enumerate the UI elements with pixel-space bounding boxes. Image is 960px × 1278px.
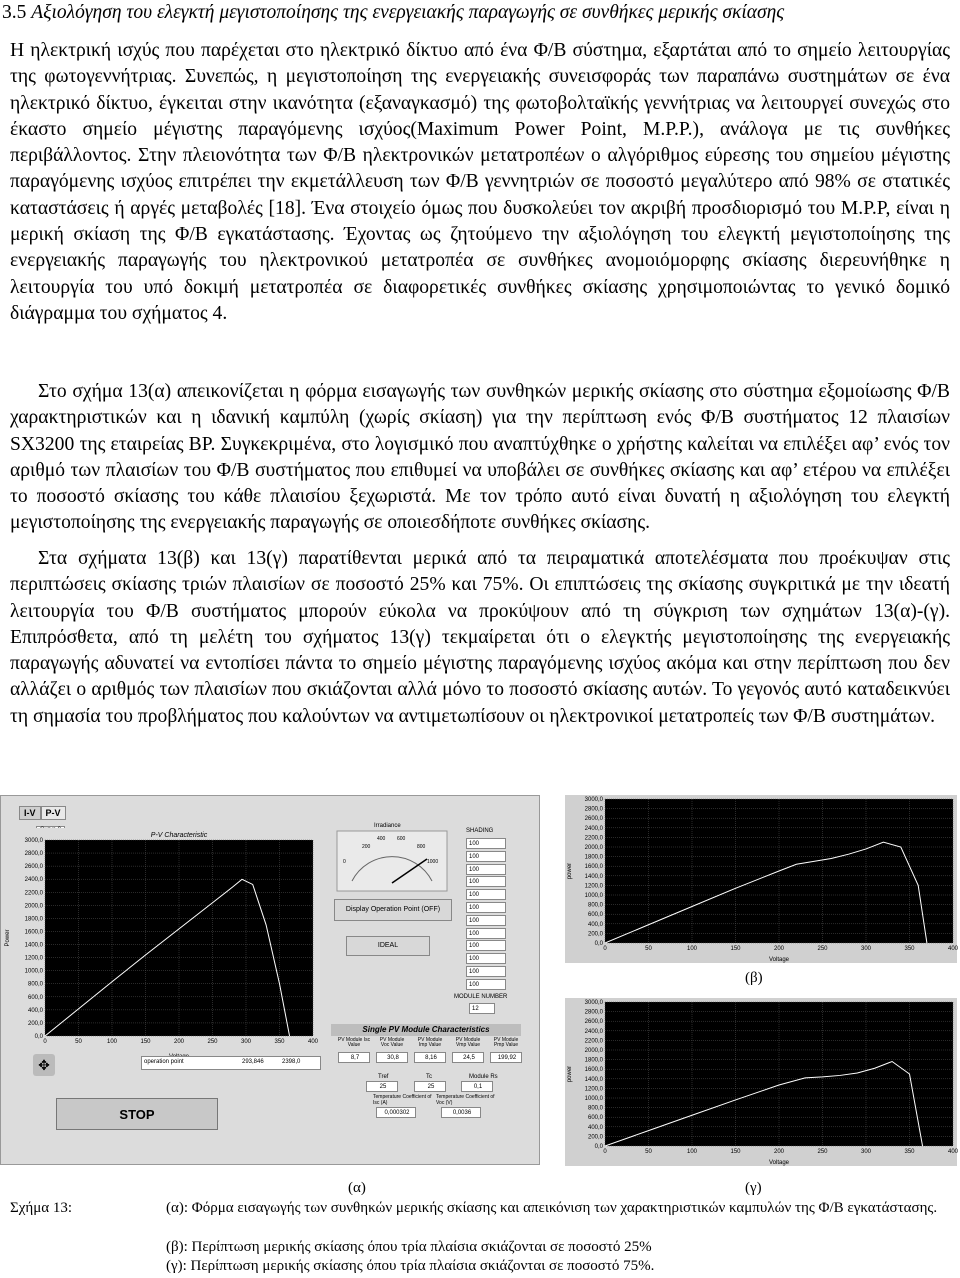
characteristic-value[interactable]: 30,8	[376, 1052, 408, 1063]
y-tick-label: 400,0	[587, 921, 603, 928]
y-tick-label: 3000,0	[584, 797, 603, 803]
x-axis-label: Voltage	[768, 1160, 790, 1166]
caption-alpha: (α): Φόρμα εισαγωγής των συνθηκών μερικής σκίασης και απεικόνιση των χαρακτηριστικών καμπυλών της Φ/Β εγκατάστασης.	[166, 1200, 938, 1216]
y-tick-label: 800,0	[587, 1105, 603, 1112]
y-tick-label: 2000,0	[584, 845, 603, 851]
y-tick-label: 2200,0	[584, 835, 603, 842]
shading-input[interactable]: 100	[466, 953, 506, 964]
y-tick-label: 0,0	[594, 941, 603, 947]
y-tick-label: 200,0	[587, 1134, 603, 1141]
x-tick-label: 0	[603, 946, 607, 952]
shading-input[interactable]: 100	[466, 889, 506, 900]
y-tick-label: 1600,0	[24, 929, 43, 936]
rs-label: Module Rs	[469, 1074, 498, 1080]
y-tick-label: 0,0	[594, 1144, 603, 1150]
y-tick-label: 2200,0	[584, 1038, 603, 1045]
x-tick-label: 300	[860, 1149, 872, 1155]
y-tick-label: 1200,0	[584, 1086, 603, 1093]
pv-plot-c	[565, 998, 957, 1166]
x-tick-label: 0	[603, 1149, 607, 1155]
gauge-tick-4: 800	[417, 844, 426, 850]
shading-input[interactable]: 100	[466, 966, 506, 977]
irradiance-label: Irradiance	[374, 823, 401, 829]
x-tick-label: 50	[645, 946, 652, 952]
x-tick-label: 50	[645, 1149, 652, 1155]
x-tick-label: 0	[43, 1039, 47, 1045]
x-tick-label: 200	[773, 1149, 785, 1155]
shading-input[interactable]: 100	[466, 915, 506, 926]
y-tick-label: 1400,0	[24, 942, 43, 949]
display-operation-point-button[interactable]: Display Operation Point (OFF)	[334, 899, 452, 921]
characteristic-value[interactable]: 24,5	[452, 1052, 484, 1063]
operation-point-label: operation point	[144, 1059, 184, 1065]
y-tick-label: 3000,0	[584, 1000, 603, 1006]
y-tick-label: 1600,0	[584, 1067, 603, 1074]
x-tick-label: 250	[817, 946, 828, 952]
x-tick-label: 150	[730, 1149, 741, 1155]
pv-plot-a	[3, 828, 321, 1060]
y-tick-label: 400,0	[587, 1124, 603, 1131]
y-tick-label: 1800,0	[24, 916, 43, 923]
y-tick-label: 1200,0	[584, 883, 603, 890]
shading-input[interactable]: 100	[466, 838, 506, 849]
characteristic-label: PV Module Pmp Value	[493, 1037, 519, 1048]
alpha-label: (α)	[348, 1180, 366, 1196]
shading-input[interactable]: 100	[466, 928, 506, 939]
tab-iv[interactable]: I-V	[19, 806, 41, 820]
module-number-label: MODULE NUMBER	[454, 994, 508, 1000]
nav-control-icon[interactable]: ✥	[33, 1054, 55, 1076]
x-tick-label: 200	[173, 1039, 185, 1045]
x-axis-label: Voltage	[768, 957, 790, 963]
gauge-tick-2: 400	[377, 836, 386, 842]
chart-title: P-V Characteristic	[150, 832, 208, 839]
x-tick-label: 350	[904, 1149, 915, 1155]
gauge-tick-1: 200	[362, 844, 371, 850]
y-tick-label: 2000,0	[584, 1048, 603, 1054]
beta-label: (β)	[745, 970, 763, 986]
y-tick-label: 1600,0	[584, 864, 603, 871]
y-tick-label: 2600,0	[584, 816, 603, 823]
y-tick-label: 200,0	[587, 931, 603, 938]
y-tick-label: 1400,0	[584, 1076, 603, 1083]
labview-panel	[0, 795, 540, 1165]
characteristic-value[interactable]: 8,7	[338, 1052, 370, 1063]
y-tick-label: 1000,0	[584, 893, 603, 899]
y-axis-label: power	[567, 1065, 573, 1083]
shading-input[interactable]: 100	[466, 979, 506, 990]
gamma-label: (γ)	[745, 1180, 762, 1196]
y-axis-label: Power	[5, 929, 11, 947]
y-tick-label: 1000,0	[584, 1096, 603, 1102]
x-tick-label: 100	[106, 1039, 118, 1045]
paragraph-3: Στα σχήματα 13(β) και 13(γ) παρατίθενται μερικά από τα πειραματικά αποτελέσματα που προέκυψαν στις περιπτώσεις σκίασης τριών πλαισίων σε ποσοστό 25% και 75%. Οι επιπτώσεις της σκίασης συγκριτικά με την ιδεατή λειτουργία του Φ/Β συστήματος μπορούν εύκολα να προκύψουν από τη σύγκριση των σχημάτων 13(α)-(γ). Επιπρόσθετα, από τη μελέτη του σχήματος 13(γ) τεκμαίρεται ότι ο ελεγκτής μεγιστοποίησης της ενεργειακής παραγωγής αδυνατεί να εντοπίσει πάντα το σημείο μέγιστης παραγόμενης ισχύος ακόμα και στην περίπτωση που δεν αλλάζει ο αριθμός των πλαισίων που σκιάζονται αλλά μόνο το ποσοστό σκίασης αυτών. Το γεγονός αυτό καταδεικνύει τη σημασία του προβλήματος που καλούντων να αντιμετωπίσουν οι ηλεκτρονικοί μετατροπείς των Φ/Β συστημάτων.	[10, 548, 950, 727]
tab-pv[interactable]: P-V	[41, 806, 66, 820]
y-tick-label: 200,0	[27, 1020, 43, 1027]
x-tick-label: 100	[686, 1149, 698, 1155]
section-title: Αξιολόγηση του ελεγκτή μεγιστοποίησης της ενεργειακής παραγωγής σε συνθήκες μερικής σκίασης	[31, 2, 785, 23]
gauge-tick-3: 600	[397, 836, 406, 842]
characteristic-label: PV Module Vmp Value	[455, 1037, 481, 1048]
caption-beta: (β): Περίπτωση μερικής σκίασης όπου τρία πλαίσια σκιάζονται σε ποσοστό 25%	[166, 1239, 652, 1255]
x-tick-label: 300	[860, 946, 872, 952]
y-tick-label: 2000,0	[24, 903, 43, 910]
characteristic-label: PV Module Isc Value	[337, 1037, 371, 1048]
x-tick-label: 400	[307, 1039, 319, 1045]
temp-isc-input[interactable]: 0,000302	[376, 1107, 416, 1118]
characteristics-title: Single PV Module Characteristics	[331, 1024, 521, 1036]
temp-voc-label: Temperature Coefficient of Voc (V)	[436, 1094, 495, 1106]
x-tick-label: 300	[240, 1039, 252, 1045]
x-tick-label: 250	[817, 1149, 828, 1155]
x-tick-label: 100	[686, 946, 698, 952]
y-tick-label: 600,0	[27, 994, 43, 1001]
paragraph-1: Η ηλεκτρική ισχύς που παρέχεται στο ηλεκτρικό δίκτυο από ένα Φ/Β σύστημα, εξαρτάται από το σημείο λειτουργίας της φωτογεννήτριας. Συνεπώς, η μεγιστοποίηση της ενεργειακής συνεισφοράς των παραπάνω συστημάτων σε ένα ηλεκτρικό δίκτυο, έγκειται στην ικανότητα (εξαναγκασμό) της φωτοβολταϊκής γεννήτριας να λειτουργεί συνεχώς στο έκαστο σημείο μέγιστης παραγόμενης ισχύος(Maximum Power Point, M.P.P.), ανάλογα με τις συνθήκες περιβάλλοντος. Στην πλειονότητα των Φ/Β ηλεκτρονικών μετατροπέων ο αλγόριθμος εύρεσης του σημείου μέγιστης παραγόμενης ισχύος επιτρέπει την εκμετάλλευση των Φ/Β γεννητριών σε ποσοστό μεγαλύτερο από 98% σε στατικές καταστάσεις ή αργές μεταβολές [18]. Ένα στοιχείο όμως που δυσκολεύει τον ακριβή προσδιορισμό του M.P.P, είναι η μερική σκίαση της Φ/Β εγκατάστασης. Έχοντας ως ζητούμενο την αξιολόγηση του ελεγκτή μεγιστοποίησης της ενεργειακής παραγωγής του ηλεκτρονικού μετατροπέα σε συνθήκες ανομοιόμορφης σκίασης διερευνήθηκε η λειτουργία του υπό δοκιμή μετατροπέα σε διαφορετικές συνθήκες σκίασης χρησιμοποιώντας το γενικό δομικό διάγραμμα του σχήματος 4.	[10, 40, 950, 324]
op-value-x: 293,846	[242, 1059, 264, 1065]
rs-input[interactable]: 0,1	[461, 1081, 493, 1092]
tc-input[interactable]: 25	[414, 1081, 446, 1092]
characteristic-value[interactable]: 8,16	[414, 1052, 446, 1063]
temp-isc-label: Temperature Coefficient of Isc (A)	[373, 1094, 432, 1106]
irradiance-gauge[interactable]	[337, 831, 447, 891]
y-tick-label: 400,0	[27, 1007, 43, 1014]
y-tick-label: 0,0	[34, 1034, 43, 1040]
x-tick-label: 400	[947, 1149, 959, 1155]
x-tick-label: 350	[274, 1039, 285, 1045]
x-tick-label: 150	[140, 1039, 151, 1045]
operation-point-readout	[141, 1056, 321, 1070]
shading-input[interactable]: 100	[466, 902, 506, 913]
tab-bar	[19, 806, 66, 820]
x-tick-label: 250	[207, 1039, 218, 1045]
y-tick-label: 2800,0	[24, 851, 43, 858]
shading-input[interactable]: 100	[466, 940, 506, 951]
figure-label: Σχήμα 13:	[10, 1200, 73, 1216]
characteristic-label: PV Module Imp Value	[417, 1037, 443, 1048]
y-tick-label: 1400,0	[584, 873, 603, 880]
shading-label: SHADING	[466, 828, 494, 834]
characteristic-label: PV Module Voc Value	[379, 1037, 405, 1048]
y-tick-label: 1800,0	[584, 854, 603, 861]
y-tick-label: 1200,0	[24, 955, 43, 962]
y-tick-label: 2600,0	[584, 1019, 603, 1026]
ideal-button[interactable]: IDEAL	[346, 936, 430, 956]
y-tick-label: 600,0	[587, 912, 603, 919]
section-heading	[2, 2, 784, 24]
y-tick-label: 2600,0	[24, 864, 43, 871]
characteristic-value[interactable]: 199,92	[490, 1052, 522, 1063]
x-tick-label: 50	[75, 1039, 82, 1045]
caption-gamma: (γ): Περίπτωση μερικής σκίασης όπου τρία πλαίσια σκιάζονται σε ποσοστό 75%.	[166, 1258, 655, 1274]
tref-input[interactable]: 25	[366, 1081, 398, 1092]
y-tick-label: 800,0	[27, 981, 43, 988]
shading-input[interactable]: 100	[466, 876, 506, 887]
section-number: 3.5	[2, 2, 27, 23]
stop-button[interactable]: STOP	[56, 1098, 218, 1130]
y-tick-label: 2400,0	[584, 825, 603, 832]
y-tick-label: 1800,0	[584, 1057, 603, 1064]
y-tick-label: 2400,0	[584, 1028, 603, 1035]
x-tick-label: 400	[947, 946, 959, 952]
gauge-tick-5: 1000	[427, 859, 439, 865]
x-tick-label: 350	[904, 946, 915, 952]
tref-label: Tref	[378, 1074, 389, 1080]
y-tick-label: 2400,0	[24, 877, 43, 884]
module-number-input[interactable]: 12	[469, 1003, 495, 1014]
tc-label: Tc	[426, 1074, 432, 1080]
pv-plot-b	[565, 795, 957, 963]
y-tick-label: 2800,0	[584, 1009, 603, 1016]
y-tick-label: 3000,0	[24, 838, 43, 844]
op-value-y: 2398,0	[282, 1059, 301, 1065]
y-tick-label: 2200,0	[24, 890, 43, 897]
y-tick-label: 600,0	[587, 1115, 603, 1122]
shading-input[interactable]: 100	[466, 864, 506, 875]
x-tick-label: 150	[730, 946, 741, 952]
y-tick-label: 800,0	[587, 902, 603, 909]
gauge-tick-0: 0	[343, 859, 346, 865]
temp-voc-input[interactable]: 0,0036	[441, 1107, 481, 1118]
y-tick-label: 2800,0	[584, 806, 603, 813]
y-tick-label: 1000,0	[24, 968, 43, 975]
y-axis-label: power	[567, 862, 573, 880]
x-tick-label: 200	[773, 946, 785, 952]
shading-input[interactable]: 100	[466, 851, 506, 862]
paragraph-2: Στο σχήμα 13(α) απεικονίζεται η φόρμα εισαγωγής των συνθηκών μερικής σκίασης στο σύστημα εξομοίωσης Φ/Β χαρακτηριστικών και η ιδανική καμπύλη (χωρίς σκίαση) για την περίπτωση ενός Φ/Β συστήματος 12 πλαισίων SX3200 της εταιρείας BP. Συγκεκριμένα, στο λογισμικό που αναπτύχθηκε ο χρήστης καλείται να επιλέξει αφ’ ενός τον αριθμό των πλαισίων του Φ/Β συστήματος που επιθυμεί να υποβάλει σε συνθήκες σκίασης και αφ’ ετέρου να επιλέξει το ποσοστό σκίασης του κάθε πλαισίου ξεχωριστά. Με τον τρόπο αυτό είναι δυνατή η αξιολόγηση του ελεγκτή μεγιστοποίησης της ενεργειακής παραγωγής σε οποιεσδήποτε συνθήκες σκίασης.	[10, 381, 950, 534]
